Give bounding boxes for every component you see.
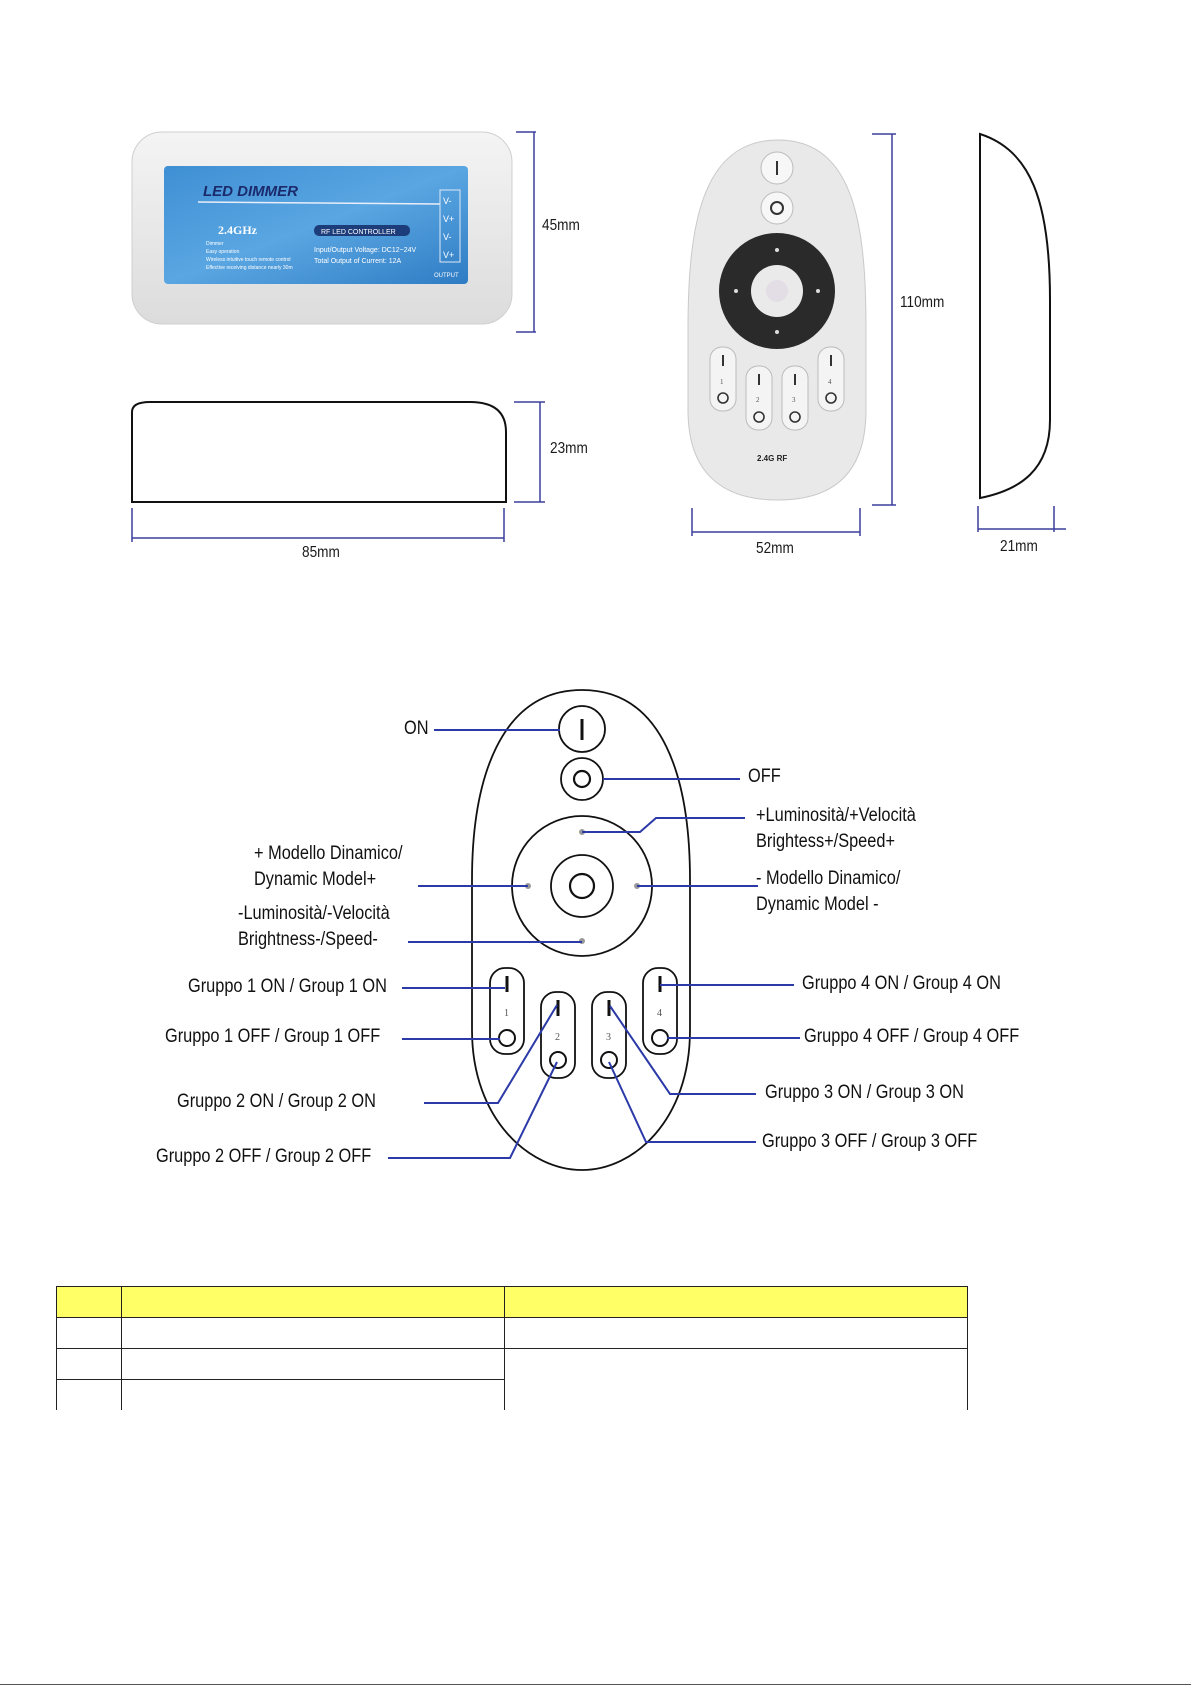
label-mode-up-en: Dynamic Model+ bbox=[254, 869, 377, 890]
terminal-3: V- bbox=[443, 232, 452, 242]
specification-table bbox=[56, 1286, 968, 1410]
diagram-group-1-number: 1 bbox=[504, 1008, 509, 1019]
label-mode-up-it: + Modello Dinamico/ bbox=[254, 843, 403, 864]
remote-depth-dimension bbox=[978, 506, 1066, 532]
diagram-group-4-number: 4 bbox=[657, 1008, 662, 1019]
dim-remote-depth: 21mm bbox=[1000, 538, 1038, 555]
label-group-2-off: Gruppo 2 OFF / Group 2 OFF bbox=[156, 1146, 372, 1167]
dim-controller-width: 85mm bbox=[302, 544, 340, 561]
label-brightness-down-it: -Luminosità/-Velocità bbox=[238, 903, 390, 924]
table-cell-merged bbox=[505, 1349, 968, 1411]
controller-title: LED DIMMER bbox=[203, 183, 298, 200]
remote-width-dimension bbox=[692, 508, 860, 536]
label-group-1-on: Gruppo 1 ON / Group 1 ON bbox=[188, 976, 387, 997]
remote-photo bbox=[688, 140, 866, 500]
controller-band: 2.4GHz bbox=[218, 223, 257, 237]
photo-group-1: 1 bbox=[720, 378, 724, 386]
controller-current: Total Output of Current: 12A bbox=[314, 258, 402, 265]
label-mode-down-en: Dynamic Model - bbox=[756, 894, 879, 915]
remote-side-profile bbox=[980, 134, 1050, 498]
table-header-row bbox=[57, 1287, 968, 1318]
diagram-group-3-number: 3 bbox=[606, 1032, 611, 1043]
table-cell bbox=[57, 1380, 122, 1411]
controller-drawings bbox=[0, 0, 1191, 600]
callout-lines bbox=[388, 730, 800, 1158]
remote-rf-mark: 2.4G RF bbox=[757, 454, 788, 463]
table-header-cell bbox=[122, 1287, 505, 1318]
label-group-1-off: Gruppo 1 OFF / Group 1 OFF bbox=[165, 1026, 381, 1047]
terminal-4: V+ bbox=[443, 250, 455, 260]
remote-outline bbox=[472, 690, 690, 1170]
table-cell bbox=[57, 1318, 122, 1349]
photo-group-2: 2 bbox=[756, 396, 760, 404]
label-group-4-on: Gruppo 4 ON / Group 4 ON bbox=[802, 973, 1001, 994]
table-header-cell bbox=[505, 1287, 968, 1318]
label-brightness-down-en: Brightness-/Speed- bbox=[238, 929, 378, 950]
label-group-4-off: Gruppo 4 OFF / Group 4 OFF bbox=[804, 1026, 1020, 1047]
label-mode-down-it: - Modello Dinamico/ bbox=[756, 868, 901, 889]
controller-feature-2: Easy operation bbox=[206, 249, 240, 255]
terminal-1: V- bbox=[443, 196, 452, 206]
label-brightness-up-it: +Luminosità/+Velocità bbox=[756, 805, 916, 826]
table-cell bbox=[122, 1349, 505, 1380]
table-row bbox=[57, 1318, 968, 1349]
dim-controller-height: 45mm bbox=[542, 217, 580, 234]
controller-height-dimension bbox=[516, 132, 536, 332]
table-header-cell bbox=[57, 1287, 122, 1318]
controller-side-profile bbox=[132, 402, 506, 502]
label-group-2-on: Gruppo 2 ON / Group 2 ON bbox=[177, 1091, 376, 1112]
label-on: ON bbox=[404, 718, 429, 739]
controller-voltage: Input/Output Voltage: DC12~24V bbox=[314, 247, 417, 254]
controller-feature-1: Dimmer bbox=[206, 241, 224, 247]
label-brightness-up-en: Brightess+/Speed+ bbox=[756, 831, 895, 852]
diagram-group-2-number: 2 bbox=[555, 1032, 560, 1043]
photo-group-3: 3 bbox=[792, 396, 796, 404]
table-row bbox=[57, 1349, 968, 1380]
controller-depth-dimension bbox=[514, 402, 545, 502]
controller-width-dimension bbox=[132, 508, 504, 542]
table-cell bbox=[122, 1318, 505, 1349]
table-cell bbox=[505, 1318, 968, 1349]
controller-feature-4: Effective receiving distance nearly 30m bbox=[206, 265, 293, 271]
label-off: OFF bbox=[748, 766, 781, 787]
label-group-3-on: Gruppo 3 ON / Group 3 ON bbox=[765, 1082, 964, 1103]
photo-group-4: 4 bbox=[828, 378, 832, 386]
dim-remote-height: 110mm bbox=[900, 294, 945, 311]
controller-output: OUTPUT bbox=[434, 273, 459, 279]
dim-controller-depth: 23mm bbox=[550, 440, 588, 457]
label-group-3-off: Gruppo 3 OFF / Group 3 OFF bbox=[762, 1131, 978, 1152]
controller-photo bbox=[132, 132, 512, 324]
terminal-2: V+ bbox=[443, 214, 455, 224]
remote-height-dimension bbox=[872, 134, 896, 505]
table-cell bbox=[122, 1380, 505, 1411]
table-cell bbox=[57, 1349, 122, 1380]
dim-remote-width: 52mm bbox=[756, 540, 794, 557]
controller-badge: RF LED CONTROLLER bbox=[321, 229, 396, 236]
controller-feature-3: Wireless intuitive touch remote control bbox=[206, 257, 291, 263]
